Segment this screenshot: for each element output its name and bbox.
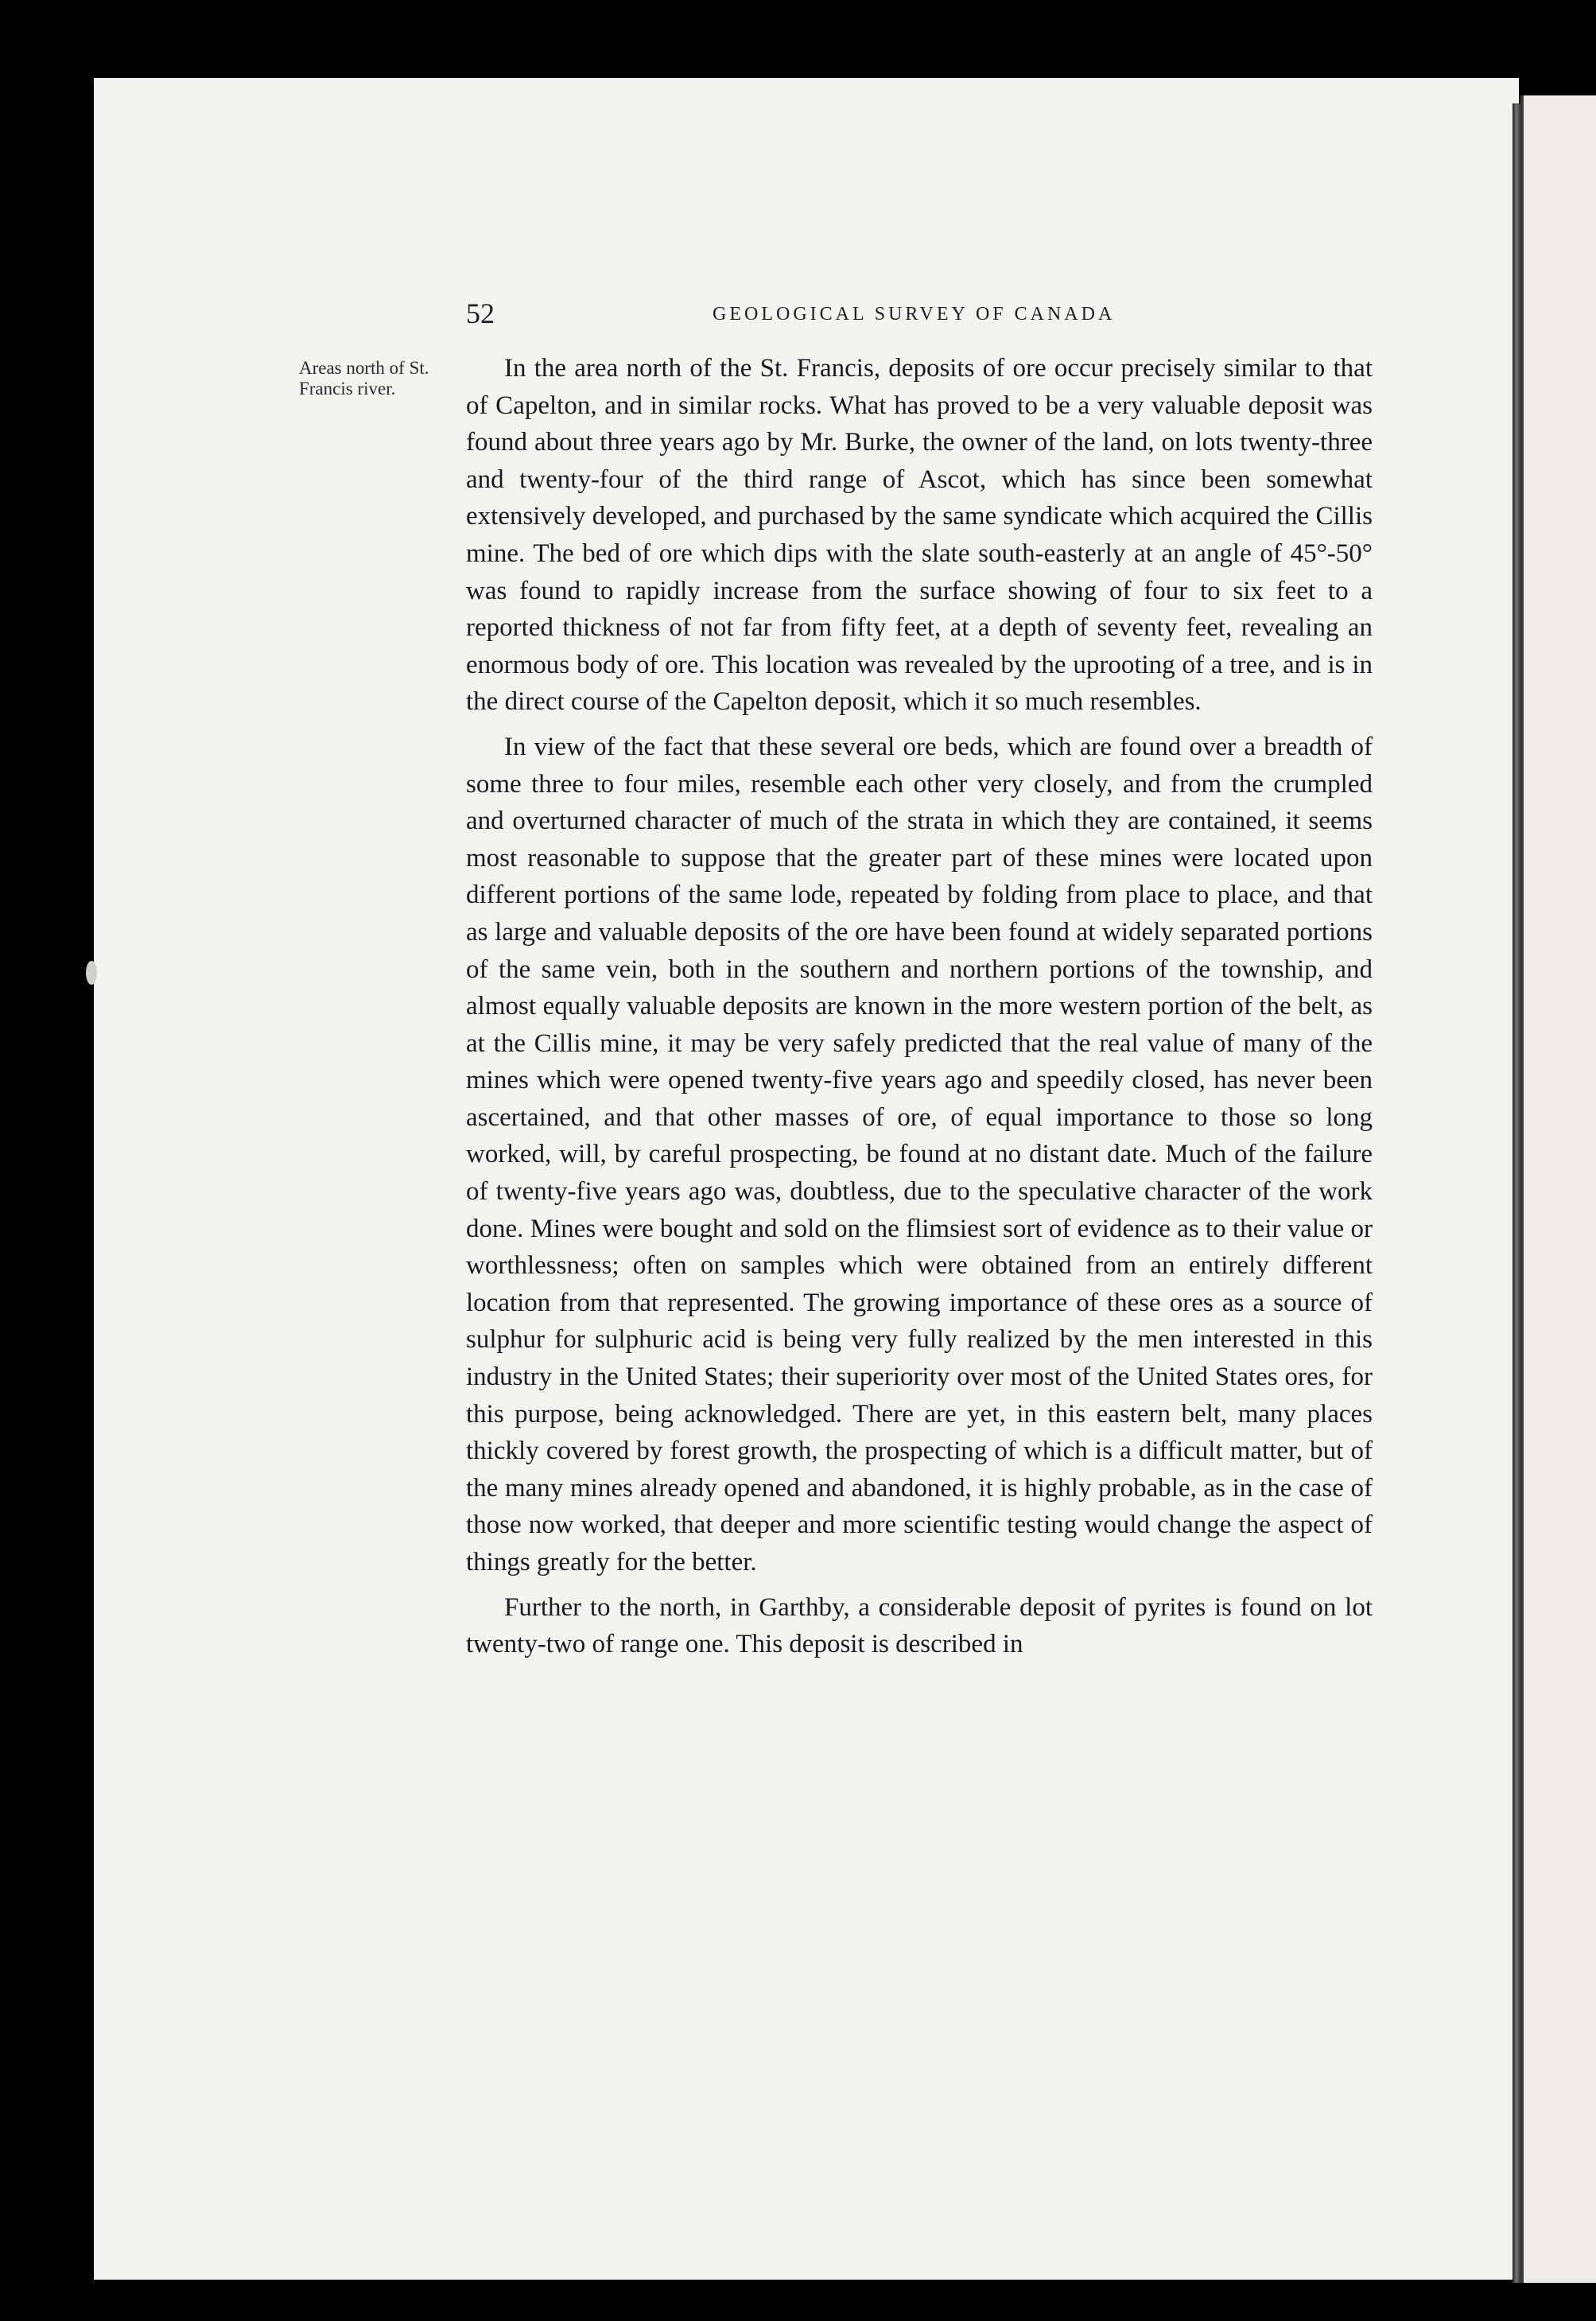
body-text <box>466 350 1373 1671</box>
paragraph: In the area north of the St. Francis, deposits of ore occur precisely similar to that of Capelton, and in similar rocks. What has proved to be a very valuable deposit was found about three years ago by Mr. Burke, the owner of the land, on lots twenty-three and twenty-four of the third range of Ascot, which has since been somewhat extensively developed, and purchased by the same syndicate which acquired the Cillis mine. The bed of ore which dips with the slate south-easterly at an angle of 45°-50° was found to rapidly increase from the surface showing of four to six feet to a reported thickness of not far from fifty feet, at a depth of seventy feet, revealing an enormous body of ore. This location was revealed by the uprooting of a tree, and is in the direct course of the Capelton deposit, which it so much resembles. <box>466 354 1373 717</box>
running-head <box>466 297 1373 329</box>
page-number: 52 <box>466 297 495 329</box>
page-gutter <box>1513 103 1520 2283</box>
paragraph: Further to the north, in Garthby, a considerable deposit of pyrites is found on lot twenty-two of range one. This deposit is described in <box>466 1592 1373 1659</box>
paragraph: In view of the fact that these several ore beds, which are found over a breadth of some three to four miles, resemble each other very closely, and from the crumpled and overturned character of much of the strata in which they are contained, it seems most reasonable to suppose that the greater part of these mines were located upon different portions of the same lode, repeated by folding from place to place, and that as large and valuable deposits of the ore have been found at widely separated portions of the same vein, both in the southern and northern portions of the township, and almost equally valuable deposits are known in the more western portion of the belt, as at the Cillis mine, it may be very safely predicted that the real value of many of the mines which were opened twenty-five years ago and speedily closed, has never been ascertained, and that other masses of ore, of equal importance to those so long worked, will, by careful prospecting, be found at no distant date. Much of the failure of twenty-five years ago was, doubtless, due to the speculative character of the work done. Mines were bought and sold on the flimsiest sort of evidence as to their value or worthlessness; often on samples which were obtained from an entirely different location from that represented. The growing importance of these ores as a source of sulphur for sulphuric acid is being very fully realized by the men interested in this industry in the United States; their superiority over most of the United States ores, for this purpose, being acknowledged. There are yet, in this eastern belt, many places thickly covered by forest growth, the prospecting of which is a difficult matter, but of the many mines already opened and abandoned, it is highly probable, as in the case of those now worked, that deeper and more scientific testing would change the aspect of things greatly for the better. <box>466 732 1373 1576</box>
scan-blemish <box>86 961 97 985</box>
facing-page-edge <box>1520 95 1596 2283</box>
header-title: GEOLOGICAL SURVEY OF CANADA <box>713 304 1116 325</box>
margin-note: Areas north of St. Francis river. <box>299 358 429 398</box>
